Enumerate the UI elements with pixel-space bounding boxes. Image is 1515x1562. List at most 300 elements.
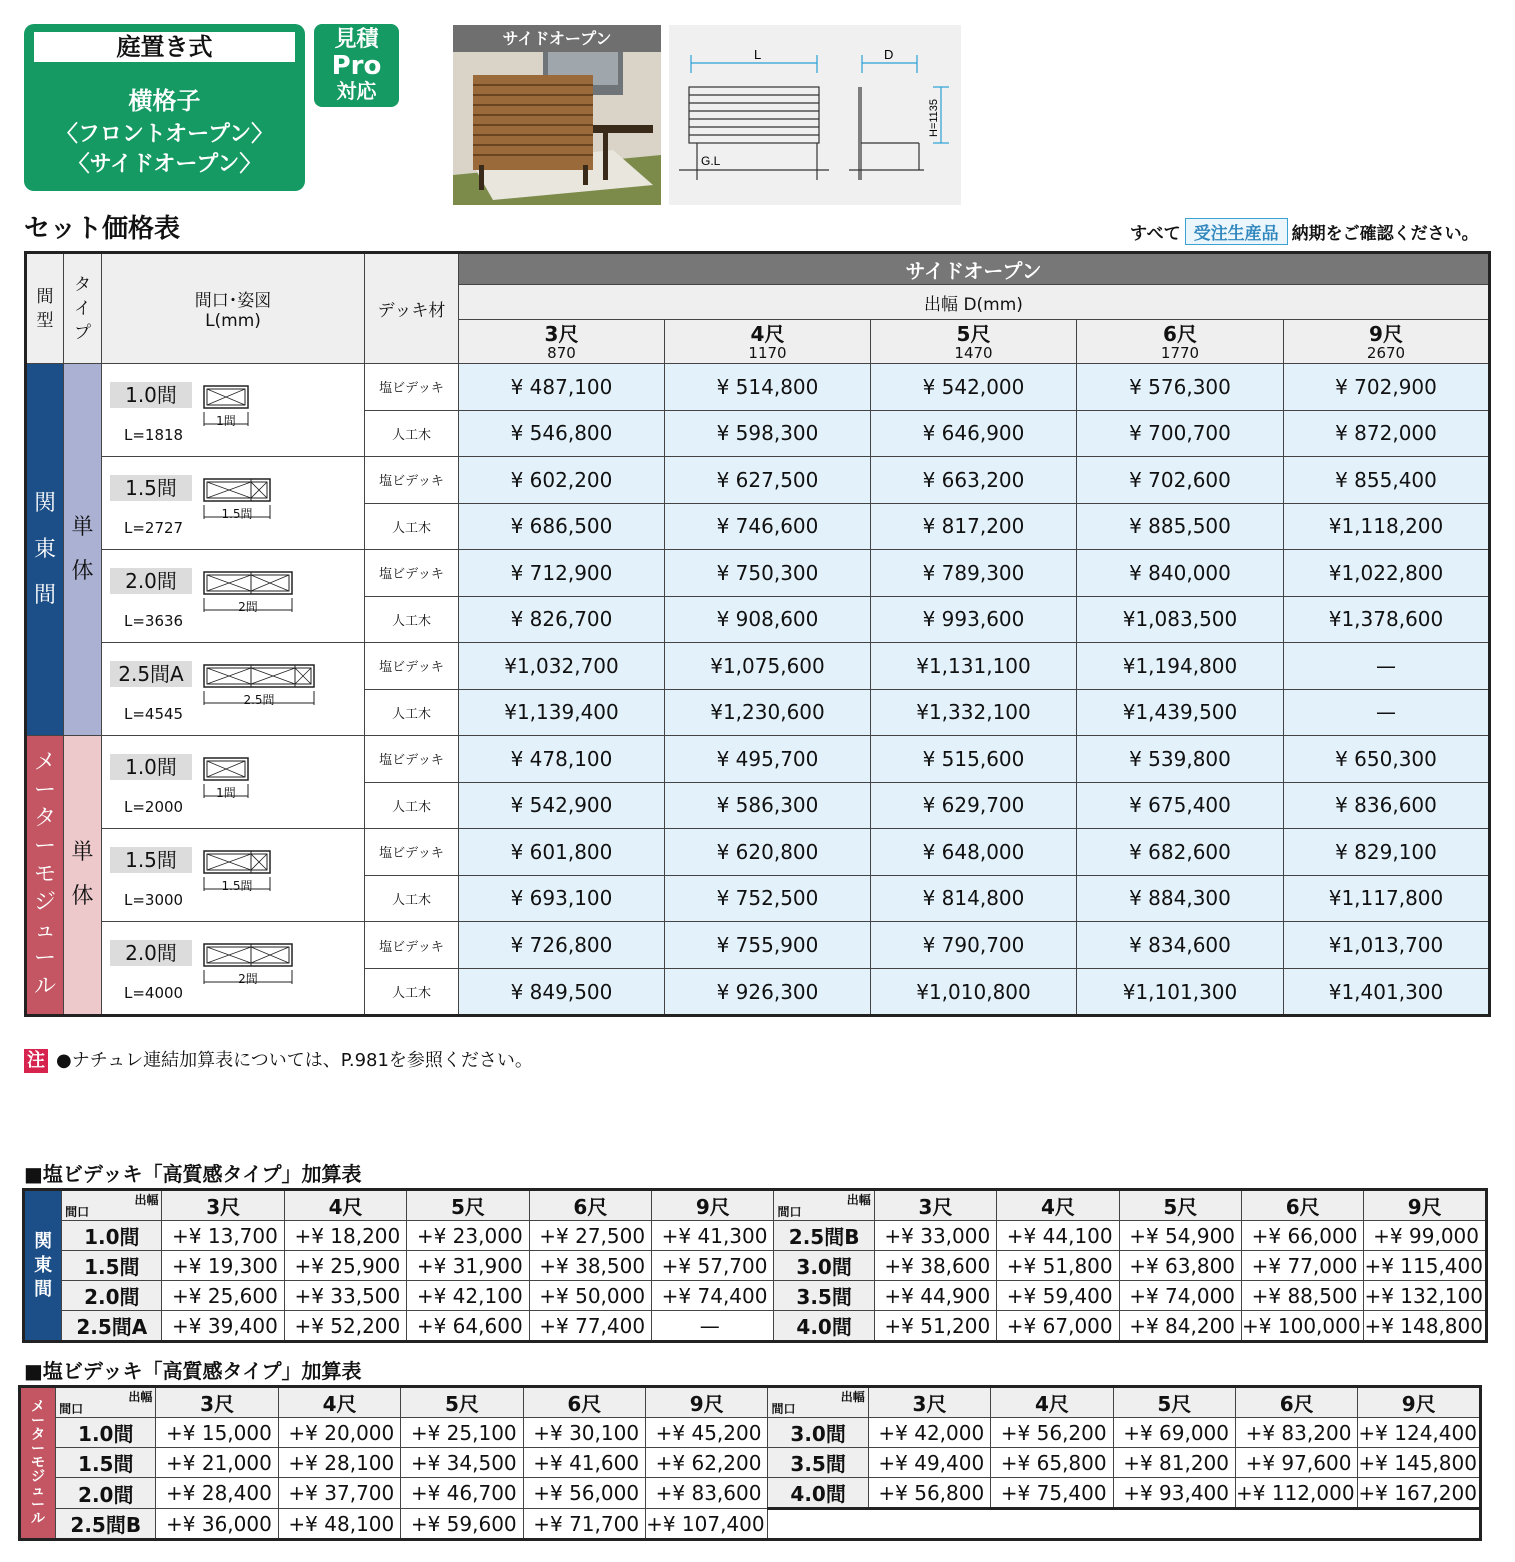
deck-material: 塩ビデッキ [365,364,459,411]
price-value: ¥1,439,500 [1122,700,1238,725]
addon-meter-table [18,1385,1482,1541]
addon-value: +¥ 59,600 [401,1509,523,1540]
addon-empty [768,1509,1481,1540]
price-value: ¥ 546,800 [510,421,613,446]
region-char: 関 [34,1230,53,1252]
price-value: — [1376,653,1396,678]
price-cell [1284,503,1490,550]
region-char: ー [33,946,56,971]
size-badge: 1.0間 [110,754,192,780]
addon-value: — [652,1311,774,1342]
price-value: ¥ 746,600 [716,514,819,539]
price-cell [665,643,871,690]
addon-header-row [24,1190,1487,1221]
price-value: ¥ 514,800 [716,374,819,399]
addon-value: +¥ 18,200 [284,1221,406,1251]
price-cell [871,829,1077,876]
region-char: タ [33,806,56,831]
corner-dehaba: 出幅 [134,1193,159,1207]
addon-value: +¥ 42,100 [407,1281,529,1311]
price-cell [459,875,665,922]
addon-value: +¥ 99,000 [1364,1221,1487,1251]
addon-row [24,1251,1487,1281]
addon-value: +¥ 71,700 [523,1509,645,1540]
size-dim-label: 1.5間 [221,507,253,521]
size-length: L=3000 [124,891,184,909]
dimension-drawing [669,25,961,205]
price-cell [1077,596,1284,643]
size-cell [102,736,365,829]
price-cell [459,503,665,550]
footnote [24,1046,533,1073]
addon-value: +¥ 46,700 [401,1478,523,1509]
addon-value: +¥ 65,800 [991,1448,1113,1478]
addon-col-header: 6尺 [523,1387,645,1418]
type-label [64,736,102,1016]
addon-value: +¥ 30,100 [523,1418,645,1448]
region-char: メ [31,1399,46,1415]
price-cell [459,922,665,969]
addon-col-header: 4尺 [997,1190,1119,1221]
price-cell [665,875,871,922]
col-shaku: 5尺 [956,321,991,346]
size-dim-label: 1間 [216,786,236,800]
price-value: ¥ 515,600 [922,746,1025,771]
addon-col-header: 4尺 [278,1387,400,1418]
price-value: ¥1,075,600 [710,653,825,678]
table-row [26,922,1490,969]
addon-value: +¥ 56,800 [868,1478,990,1509]
addon-value: +¥ 59,400 [997,1281,1119,1311]
badge-line-3: 対応 [336,79,377,103]
price-value: — [1376,700,1396,725]
price-value: ¥ 855,400 [1335,467,1437,492]
price-value: ¥ 487,100 [510,374,613,399]
addon-row-label: 2.5間A [62,1311,162,1342]
addon-value: +¥ 20,000 [278,1418,400,1448]
addon-col-header: 5尺 [1113,1387,1235,1418]
region-char: タ [31,1427,46,1443]
deck-material: 塩ビデッキ [365,550,459,597]
table-row [26,364,1490,411]
diagram-L-label: L [754,47,762,62]
addon-value: +¥ 69,000 [1113,1418,1235,1448]
deck-material: 人工木 [365,689,459,736]
size-wrap [102,736,364,828]
price-value: ¥1,332,100 [916,700,1031,725]
price-cell [1077,364,1284,411]
col-mm: 1170 [748,343,787,362]
price-cell [871,922,1077,969]
addon-value: +¥ 34,500 [401,1448,523,1478]
table-row [26,550,1490,597]
col-shaku: 3尺 [544,321,579,346]
size-length: L=1818 [124,426,184,444]
type-char: 単 [71,514,94,540]
table-row [26,829,1490,876]
addon-row-label: 2.0間 [62,1281,162,1311]
price-cell [459,410,665,457]
price-cell [459,364,665,411]
size-length: L=2000 [124,798,184,816]
price-value: ¥ 789,300 [922,560,1025,585]
order-note-pre: すべて [1130,224,1181,244]
addon-value: +¥ 23,000 [407,1221,529,1251]
region-char: ー [33,834,56,859]
title-sub-1: 横格子 [128,87,201,115]
type-char: 単 [71,840,94,865]
header-deck: デッキ材 [365,253,459,364]
price-value: ¥ 602,200 [510,467,613,492]
addon-value: +¥ 44,900 [874,1281,996,1311]
addon-value: +¥ 81,200 [1113,1448,1235,1478]
header-size [102,253,365,364]
col-mm: 1770 [1160,343,1200,362]
price-value: ¥ 586,300 [716,793,819,818]
region-char: ル [31,1511,46,1527]
addon-col-header: 6尺 [1236,1387,1358,1418]
price-value: ¥ 750,300 [716,560,819,585]
product-photo-illustration [453,25,661,205]
price-value: ¥ 495,700 [716,746,819,771]
price-value: ¥ 601,800 [510,839,613,864]
region-char: 間 [33,582,56,608]
addon-kanto-title: ■塩ビデッキ「高質感タイプ」加算表 [24,1162,362,1186]
price-cell [459,457,665,504]
price-cell [871,503,1077,550]
size-wrap [102,643,364,735]
price-value: ¥ 542,900 [510,793,613,818]
price-cell [1077,922,1284,969]
price-cell [459,782,665,829]
addon-value: +¥ 51,800 [997,1251,1119,1281]
addon-value: +¥ 112,000 [1236,1478,1358,1509]
header-side-open: サイドオープン [459,253,1490,285]
dimension-diagram [669,25,961,205]
addon-corner [768,1387,868,1418]
addon-col-header: 9尺 [1364,1190,1487,1221]
price-value: ¥ 629,700 [922,793,1025,818]
size-badge: 1.5間 [110,475,192,501]
price-value: ¥ 648,000 [922,839,1025,864]
addon-value: +¥ 25,900 [284,1251,406,1281]
price-value: ¥1,032,700 [504,653,619,678]
region-char: 東 [34,1254,53,1276]
size-dim-label: 1間 [216,414,236,428]
region-char: ー [31,1497,46,1513]
addon-value: +¥ 77,000 [1242,1251,1364,1281]
addon-value: +¥ 38,600 [874,1251,996,1281]
price-value: ¥ 576,300 [1129,374,1231,399]
deck-material: 人工木 [365,596,459,643]
addon-value: +¥ 37,700 [278,1478,400,1509]
title-main: 庭置き式 [34,32,295,62]
addon-value: +¥ 41,600 [523,1448,645,1478]
deck-material: 人工木 [365,410,459,457]
price-cell [1077,875,1284,922]
price-cell [459,596,665,643]
price-cell [665,829,871,876]
addon-value: +¥ 25,600 [162,1281,284,1311]
price-value: ¥ 627,500 [716,467,819,492]
price-cell [1077,829,1284,876]
addon-value: +¥ 57,700 [652,1251,774,1281]
size-cell [102,922,365,1016]
col-mm: 1470 [954,343,993,362]
size-cell [102,457,365,550]
col-mm: 870 [547,343,576,362]
price-cell [871,410,1077,457]
price-cell [1077,643,1284,690]
size-cell [102,643,365,736]
price-value: ¥ 885,500 [1129,514,1231,539]
price-cell [871,782,1077,829]
diagram-H-label: H=1135 [928,98,940,137]
addon-kanto-table [22,1188,1488,1343]
type-char: 体 [71,884,94,909]
price-cell [871,969,1077,1016]
addon-row-label: 1.0間 [56,1418,156,1448]
title-sub-2: 〈フロントオープン〉 [55,122,274,147]
set-price-title: セット価格表 [24,214,181,244]
addon-value: +¥ 39,400 [162,1311,284,1342]
addon-row [20,1418,1481,1448]
region-char: ジ [33,890,56,915]
addon-value: +¥ 38,500 [529,1251,651,1281]
price-value: ¥1,139,400 [504,700,619,725]
addon-row-label: 3.5間 [768,1448,868,1478]
price-cell [871,643,1077,690]
addon-col-header: 3尺 [162,1190,284,1221]
header-kenkata: 間型 [26,253,64,364]
price-cell [665,689,871,736]
deck-material: 人工木 [365,875,459,922]
addon-value: +¥ 124,400 [1358,1418,1481,1448]
price-value: ¥ 840,000 [1129,560,1231,585]
addon-row-label: 2.5間B [56,1509,156,1540]
price-value: ¥ 542,000 [922,374,1025,399]
price-cell [1284,969,1490,1016]
region-char: ー [31,1441,46,1457]
addon-value: +¥ 13,700 [162,1221,284,1251]
addon-value: +¥ 67,000 [997,1311,1119,1342]
addon-corner [774,1190,874,1221]
price-value: ¥ 790,700 [922,933,1025,957]
region-char: 間 [34,1278,53,1300]
addon-value: +¥ 74,400 [652,1281,774,1311]
price-value: ¥1,378,600 [1328,607,1444,632]
price-value: ¥1,118,200 [1328,514,1444,539]
size-badge: 2.0間 [110,940,192,966]
price-value: ¥ 817,200 [922,514,1025,539]
addon-value: +¥ 49,400 [868,1448,990,1478]
price-value: ¥ 598,300 [716,421,819,446]
deck-material: 人工木 [365,969,459,1016]
addon-value: +¥ 36,000 [156,1509,278,1540]
addon-header-row [20,1387,1481,1418]
addon-row [20,1478,1481,1509]
addon-value: +¥ 48,100 [278,1509,400,1540]
addon-col-header: 4尺 [284,1190,406,1221]
addon-value: +¥ 27,500 [529,1221,651,1251]
addon-value: +¥ 25,100 [401,1418,523,1448]
price-cell [665,503,871,550]
price-value: ¥ 836,600 [1335,793,1437,818]
addon-row-label: 2.0間 [56,1478,156,1509]
addon-value: +¥ 50,000 [529,1281,651,1311]
addon-row-label: 3.0間 [774,1251,874,1281]
region-char: 東 [33,536,56,562]
size-badge: 2.0間 [110,568,192,594]
price-value: ¥ 752,500 [716,886,819,911]
addon-value: +¥ 74,000 [1119,1281,1241,1311]
region-char: モ [31,1455,46,1471]
mitsumori-pro-badge [314,24,399,107]
deck-material: 塩ビデッキ [365,457,459,504]
price-value: ¥ 834,600 [1129,933,1231,957]
price-cell [459,550,665,597]
addon-value: +¥ 84,200 [1119,1311,1241,1342]
header-size-line2: L(mm) [205,311,261,331]
price-value: ¥ 650,300 [1335,746,1437,771]
price-cell [1284,643,1490,690]
price-value: ¥ 682,600 [1129,839,1231,864]
set-price-table [24,251,1491,1017]
deck-material: 人工木 [365,782,459,829]
corner-maguchi: 間口 [777,1205,802,1219]
price-value: ¥1,083,500 [1122,607,1238,632]
price-value: ¥ 829,100 [1335,839,1437,864]
diagram-GL-label: G.L [701,154,721,168]
col-header-4 [1284,320,1490,364]
size-cell [102,829,365,922]
size-wrap [102,550,364,642]
price-cell [1284,782,1490,829]
col-header-0 [459,320,665,364]
corner-dehaba: 出幅 [846,1193,871,1207]
price-value: ¥1,013,700 [1328,933,1444,957]
addon-value: +¥ 33,000 [874,1221,996,1251]
price-value: ¥1,131,100 [916,653,1031,678]
addon-value: +¥ 97,600 [1236,1448,1358,1478]
size-length: L=4545 [124,705,184,723]
col-shaku: 4尺 [750,321,785,346]
addon-corner [62,1190,162,1221]
header-depth: 出幅 D(mm) [459,285,1490,320]
addon-value: +¥ 83,600 [646,1478,768,1509]
price-value: ¥ 686,500 [510,514,613,539]
size-cell [102,364,365,457]
size-badge: 1.0間 [110,382,192,408]
addon-col-header: 3尺 [868,1387,990,1418]
price-value: ¥ 872,000 [1335,421,1437,446]
price-value: ¥ 646,900 [922,421,1025,446]
price-cell [1284,364,1490,411]
deck-material: 塩ビデッキ [365,643,459,690]
addon-value: +¥ 83,200 [1236,1418,1358,1448]
price-cell [1284,596,1490,643]
price-value: ¥ 814,800 [922,886,1025,911]
size-dim-label: 2間 [238,600,258,614]
price-value: ¥ 712,900 [510,560,613,585]
col-shaku: 9尺 [1369,321,1403,346]
col-header-3 [1077,320,1284,364]
price-cell [871,596,1077,643]
price-value: ¥ 849,500 [510,979,613,1004]
type-label [64,364,102,736]
addon-value: +¥ 88,500 [1242,1281,1364,1311]
addon-value: +¥ 51,200 [874,1311,996,1342]
product-photo [453,25,661,205]
price-cell [1077,457,1284,504]
note-badge: 注 [24,1049,48,1073]
addon-col-header: 4尺 [991,1387,1113,1418]
addon-row [24,1281,1487,1311]
addon-value: +¥ 115,400 [1364,1251,1487,1281]
region-char: ュ [33,918,56,943]
made-to-order-badge: 受注生産品 [1185,218,1288,245]
addon-value: +¥ 33,500 [284,1281,406,1311]
price-value: ¥ 755,900 [716,933,819,957]
deck-material: 塩ビデッキ [365,922,459,969]
footnote-text: ●ナチュレ連結加算表については、P.981を参照ください。 [56,1050,533,1071]
price-value: ¥ 884,300 [1129,886,1231,911]
addon-value: +¥ 100,000 [1242,1311,1364,1342]
price-value: ¥1,194,800 [1122,653,1238,678]
addon-value: +¥ 56,200 [991,1418,1113,1448]
price-cell [1284,875,1490,922]
addon-value: +¥ 63,800 [1119,1251,1241,1281]
price-value: ¥ 478,100 [510,746,613,771]
addon-row-label: 4.0間 [774,1311,874,1342]
price-cell [871,457,1077,504]
addon-value: +¥ 148,800 [1364,1311,1487,1342]
price-cell [1284,410,1490,457]
price-cell [1077,782,1284,829]
header-type: タイプ [64,253,102,364]
corner-maguchi: 間口 [59,1402,84,1416]
table-row [26,736,1490,783]
size-badge: 1.5間 [110,847,192,873]
price-cell [459,643,665,690]
corner-maguchi: 間口 [65,1205,90,1219]
price-cell [1077,689,1284,736]
addon-row [24,1311,1487,1342]
addon-row-label: 2.5間B [774,1221,874,1251]
price-value: ¥1,101,300 [1122,979,1238,1004]
size-wrap [102,922,364,1014]
price-cell [1284,689,1490,736]
price-cell [665,969,871,1016]
price-cell [1077,550,1284,597]
addon-value: +¥ 167,200 [1358,1478,1481,1509]
price-cell [665,550,871,597]
addon-value: +¥ 52,200 [284,1311,406,1342]
price-cell [1077,969,1284,1016]
addon-row-label: 1.5間 [56,1448,156,1478]
addon-value: +¥ 42,000 [868,1418,990,1448]
price-value: ¥ 539,800 [1129,746,1231,771]
price-value: ¥ 702,900 [1335,374,1437,399]
addon-value: +¥ 56,000 [523,1478,645,1509]
header-size-line1: 間口･姿図 [194,291,272,311]
price-value: ¥ 826,700 [510,607,613,632]
title-sub-3: 〈サイドオープン〉 [67,152,262,177]
region-label [26,364,64,736]
price-cell [665,410,871,457]
addon-row [24,1221,1487,1251]
addon-row [20,1509,1481,1540]
